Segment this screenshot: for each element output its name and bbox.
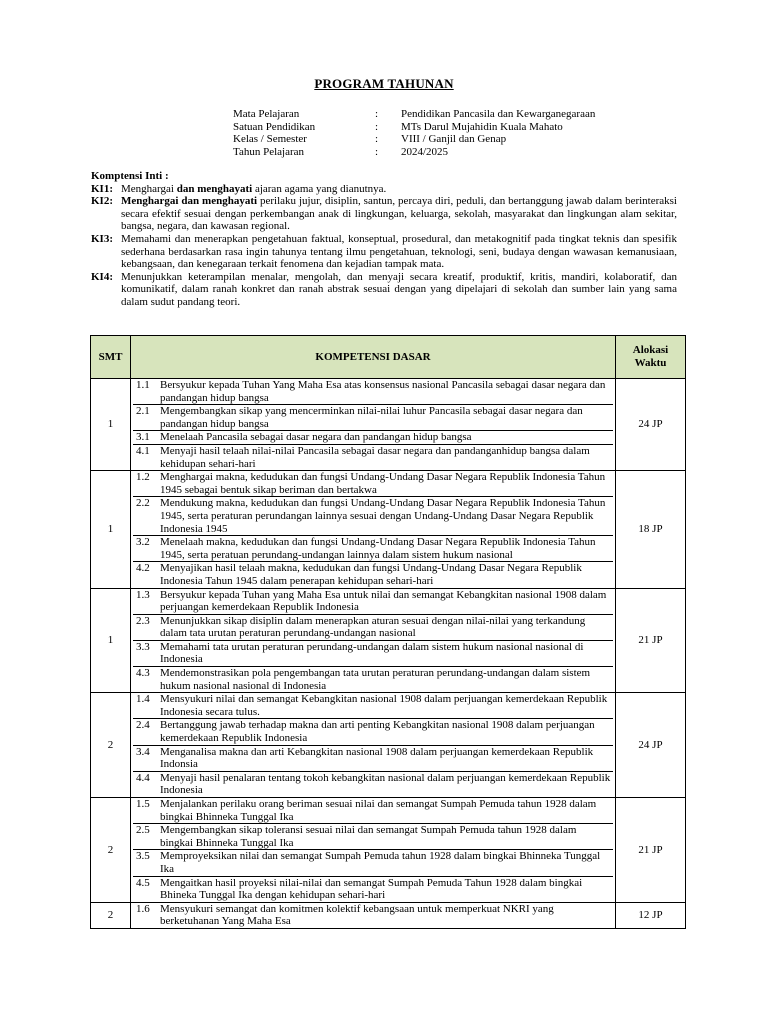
- table-row: [91, 902, 686, 928]
- kd-number: 3.3: [136, 640, 150, 653]
- kd-text: Mendemonstrasikan pola pengembangan tata urutan peraturan perundang-undangan dalam sistem hukum nasional nasional di Indonesia: [160, 667, 591, 692]
- kd-number: 1.4: [136, 693, 150, 706]
- semester-cell: 2: [91, 693, 131, 798]
- kd-text: Mengaitkan hasil proyeksi nilai-nilai dan semangat Sumpah Pemuda Tahun 1928 dalam bingkai Bhineka Tunggal Ika dengan kehidupan sehari-hari: [160, 876, 583, 902]
- kd-number: 4.5: [136, 876, 150, 889]
- table-row: [91, 471, 686, 588]
- list-item: [133, 444, 613, 470]
- kd-number: 2.2: [136, 497, 150, 510]
- kd-cell: [131, 693, 616, 798]
- list-item: [133, 561, 613, 587]
- list-item: [133, 745, 613, 771]
- kd-number: 4.3: [136, 667, 150, 680]
- time-allocation-cell: 21 JP: [616, 798, 686, 903]
- ki-heading: Komptensi Inti :: [91, 170, 169, 182]
- kd-text: Memahami tata urutan peraturan perundang-undangan dalam sistem hukum nasional nasional di Indonesia: [160, 640, 584, 666]
- list-item: [133, 666, 613, 692]
- ki-code: KI4:: [91, 270, 113, 283]
- time-allocation-cell: 24 JP: [616, 379, 686, 471]
- kd-text: Menjalankan perilaku orang beriman sesuai nilai dan semangat Sumpah Pemuda tahun 1928 dalam bingkai Bhinneka Tunggal Ika: [160, 798, 597, 823]
- time-allocation-cell: 12 JP: [616, 902, 686, 928]
- ki-text: [121, 233, 677, 271]
- meta-separator: :: [375, 133, 379, 146]
- core-competencies: [91, 170, 677, 309]
- ki-text-post: ajaran agama yang dianutnya.: [252, 182, 387, 195]
- ki-item: [91, 183, 677, 196]
- list-item: [133, 404, 613, 430]
- kd-text: Bertanggung jawab terhadap makna dan arti penting Kebangkitan nasional 1908 dalam perjuangan kemerdekaan Republik Indonesia: [160, 719, 595, 745]
- ki-code: KI2:: [91, 195, 113, 208]
- kd-text: Menyaji hasil penalaran tentang tokoh kebangkitan nasional dalam perjuangan kemerdekaan Republik Indonesia: [160, 771, 611, 797]
- kd-number: 2.1: [136, 405, 150, 418]
- kd-cell: [131, 798, 616, 903]
- ki-text: [121, 271, 677, 309]
- semester-cell: 2: [91, 798, 131, 903]
- table-row: [91, 798, 686, 903]
- ki-item: [91, 271, 677, 309]
- kd-number: 3.4: [136, 745, 150, 758]
- kd-text: Memproyeksikan nilai dan semangat Sumpah Pemuda tahun 1928 dalam bingkai Bhinneka Tunggal Ika: [160, 850, 601, 875]
- ki-text-bold: Menghargai dan menghayati: [121, 195, 258, 208]
- list-item: [133, 693, 613, 718]
- kd-text: Mensyukuri nilai dan semangat Kebangkitan nasional 1908 dalam perjuangan kemerdekaan Republik Indonesia secara tulus.: [160, 693, 608, 718]
- kd-number: 1.2: [136, 471, 150, 484]
- meta-label: Satuan Pendidikan: [233, 120, 316, 133]
- list-item: [133, 471, 613, 496]
- kd-text: Menganalisa makna dan arti Kebangkitan nasional 1908 dalam perjuangan kemerdekaan Republik Indonsia: [160, 745, 594, 771]
- semester-cell: 1: [91, 379, 131, 471]
- meta-row-class: [233, 133, 681, 146]
- time-allocation-cell: 24 JP: [616, 693, 686, 798]
- meta-separator: :: [375, 108, 379, 120]
- kd-number: 1.1: [136, 379, 150, 391]
- table-row: [91, 693, 686, 798]
- ki-text-pre: Menunjukkan keterampilan menalar, mengolah, dan menyaji secara kreatif, produktif, kritis, mandiri, kolaboratif, dan komunikatif, dalam ranah konkret dan ranah abstrak sesuai dengan yang dipelajari di sekolah dan sumber lain yang sama dalam sudut pandang teori.: [121, 270, 677, 308]
- ki-item: [91, 233, 677, 271]
- kd-text: Mensyukuri semangat dan komitmen kolektif kebangsaan untuk memperkuat NKRI yang berketuhanan Yang Maha Esa: [160, 902, 554, 928]
- table-row: [91, 588, 686, 693]
- kd-number: 3.1: [136, 431, 150, 444]
- time-allocation-cell: 21 JP: [616, 588, 686, 693]
- ki-text-bold: dan menghayati: [176, 182, 253, 195]
- semester-cell: 1: [91, 471, 131, 588]
- meta-row-school: [233, 121, 681, 134]
- meta-value: VIII / Ganjil dan Genap: [401, 133, 507, 146]
- meta-label: Mata Pelajaran: [233, 108, 300, 120]
- kd-number: 3.2: [136, 536, 150, 549]
- kd-text: Menyajikan hasil telaah makna, kedudukan dan fungsi Undang-Undang Dasar Negara Republik Indonesia Tahun 1945 dalam penerapan kehidupan sehari-hari: [160, 562, 582, 587]
- list-item: [133, 876, 613, 902]
- ki-item: [91, 195, 677, 233]
- meta-value: Pendidikan Pancasila dan Kewarganegaraan: [401, 108, 596, 120]
- list-item: [133, 589, 613, 614]
- kd-cell: [131, 379, 616, 471]
- ki-code: KI1:: [91, 182, 113, 195]
- header-alokasi-line1: Alokasi: [632, 344, 669, 357]
- kd-text: Bersyukur kepada Tuhan yang Maha Esa untuk nilai dan semangat Kebangkitan nasional 1908 dalam perjuangan kemerdekaan Republik Indonesia: [160, 588, 607, 614]
- kd-text: Mengembangkan sikap toleransi sesuai nilai dan semangat Sumpah Pemuda tahun 1928 dalam bingkai Bhinneka Tunggal Ika: [160, 824, 577, 849]
- list-item: [133, 379, 613, 404]
- list-item: [133, 718, 613, 744]
- kd-number: 4.4: [136, 771, 150, 784]
- table-body: [91, 379, 686, 929]
- kd-text: Mengembangkan sikap yang mencerminkan nilai-nilai luhur Pancasila sebagai dasar negara dan pandangan hidup bangsa: [160, 405, 583, 430]
- header-alokasi-waktu: [616, 336, 686, 379]
- list-item: [133, 903, 613, 928]
- list-item: [133, 823, 613, 849]
- kd-text: Mendukung makna, kedudukan dan fungsi Undang-Undang Dasar Negara Republik Indonesia Tahun 1945, serta peraturan perundangan lainnya sesuai dengan Undang-Undang Dasar Negara Republik Indonesia 1945: [160, 497, 606, 535]
- kd-number: 4.1: [136, 444, 150, 457]
- kd-number: 2.5: [136, 824, 150, 837]
- kd-text: Menelaah Pancasila sebagai dasar negara dan pandangan hidup bangsa: [160, 431, 472, 444]
- kd-number: 3.5: [136, 850, 150, 863]
- kd-cell: [131, 902, 616, 928]
- kd-text: Menunjukkan sikap disiplin dalam menerapkan aturan sesuai dengan nilai-nilai yang terkandung dalam tata urutan peraturan perundang-undangan nasional: [160, 614, 586, 640]
- kd-cell: [131, 588, 616, 693]
- kd-text: Bersyukur kepada Tuhan Yang Maha Esa atas konsensus nasional Pancasila sebagai dasar negara dan pandangan hidup bangsa: [160, 379, 606, 404]
- page-title: PROGRAM TAHUNAN: [314, 76, 454, 91]
- kd-cell: [131, 471, 616, 588]
- ki-text-pre: Menghargai: [121, 182, 177, 195]
- meta-label: Tahun Pelajaran: [233, 145, 305, 158]
- list-item: [133, 496, 613, 535]
- kd-text: Menghargai makna, kedudukan dan fungsi Undang-Undang Dasar Negara Republik Indonesia Tahun 1945 sebagai bentuk sikap beriman dan bertakwa: [160, 471, 606, 496]
- ki-text-pre: Memahami dan menerapkan pengetahuan faktual, konseptual, prosedural, dan metakognitif pada tingkat teknis dan spesifik sederhana berdasarkan rasa ingin tahunya tentang ilmu pengetahuan, teknologi, seni, budaya dengan wawasan kemanusiaan, kebangsaan, dan kenegaraan terkait fenomena dan kejadian tampak mata.: [121, 232, 677, 271]
- meta-label: Kelas / Semester: [233, 133, 307, 146]
- semester-cell: 1: [91, 588, 131, 693]
- list-item: [133, 798, 613, 823]
- list-item: [133, 535, 613, 561]
- semester-cell: 2: [91, 902, 131, 928]
- header-smt: SMT: [91, 336, 131, 379]
- kd-number: 1.3: [136, 588, 150, 601]
- meta-separator: :: [375, 120, 379, 133]
- meta-value: MTs Darul Mujahidin Kuala Mahato: [401, 120, 563, 133]
- ki-code: KI3:: [91, 232, 113, 245]
- meta-row-subject: [233, 108, 681, 121]
- list-item: [133, 771, 613, 797]
- kd-text: Menyaji hasil telaah nilai-nilai Pancasila sebagai dasar negara dan pandanganhidup bangsa dalam kehidupan sehari-hari: [160, 444, 590, 470]
- header-kompetensi-dasar: KOMPETENSI DASAR: [131, 336, 616, 379]
- list-item: [133, 849, 613, 875]
- kd-number: 2.4: [136, 719, 150, 732]
- list-item: [133, 640, 613, 666]
- kd-number: 4.2: [136, 562, 150, 575]
- meta-separator: :: [375, 145, 379, 158]
- ki-text: [121, 183, 677, 196]
- table-header-row: [91, 336, 686, 379]
- kd-number: 1.5: [136, 798, 150, 810]
- meta-value: 2024/2025: [401, 145, 449, 158]
- table-row: [91, 379, 686, 471]
- meta-row-year: [233, 146, 681, 159]
- list-item: [133, 430, 613, 444]
- kd-number: 2.3: [136, 614, 150, 627]
- kd-number: 1.6: [136, 902, 150, 915]
- list-item: [133, 614, 613, 640]
- time-allocation-cell: 18 JP: [616, 471, 686, 588]
- ki-text: [121, 195, 677, 233]
- competency-table: [90, 335, 686, 929]
- kd-text: Menelaah makna, kedudukan dan fungsi Undang-Undang Dasar Negara Republik Indonesia Tahun 1945, serta peratuan perundang-undangan lainnya dalam sistem hukum nasional: [160, 536, 596, 561]
- header-alokasi-line2: Waktu: [634, 357, 667, 369]
- identity-block: [233, 108, 681, 158]
- ki-text-post: perilaku jujur, disiplin, santun, percaya diri, peduli, dan bertanggung jawab dalam berinteraksi secara efektif sesuai dengan perkembangan anak di lingkungan, keluarga, sekolah, masyarakat dan lingkungan alam sekitar, bangsa, negara, dan kawasan regional.: [121, 195, 677, 233]
